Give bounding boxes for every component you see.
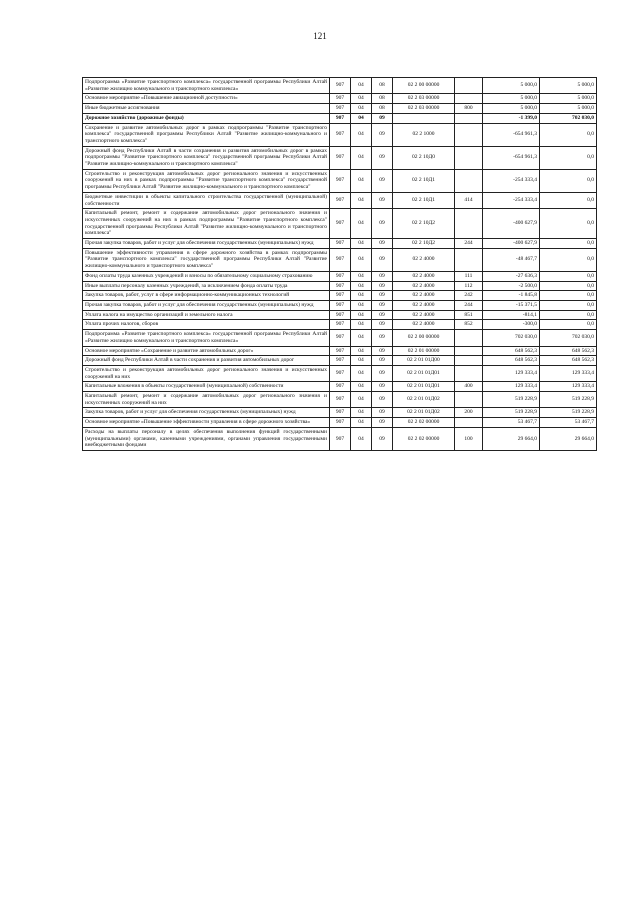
row-gr-cell: 907 [330,382,351,392]
row-gr-cell: 907 [330,271,351,281]
row-pr-cell: 09 [372,392,393,408]
row-name-cell: Капитальный ремонт, ремонт и содержание автомобильных дорог регионального значения и искусственных сооружений на них [83,392,330,408]
row-name-cell: Прочая закупка товаров, работ и услуг для обеспечения государственных (муниципальных) нужд [83,300,330,310]
row-sum1-cell: 129 333,4 [483,365,540,381]
table-row [83,94,597,104]
row-pr-cell: 09 [372,146,393,169]
row-pr-cell: 09 [372,248,393,271]
row-vr-cell: 852 [455,320,483,330]
table-row [83,300,597,310]
row-sum2-cell: 0,0 [540,271,597,281]
row-pr-cell: 08 [372,78,393,94]
row-rz-cell: 04 [351,146,372,169]
row-rz-cell: 04 [351,427,372,450]
row-sum2-cell: 53 467,7 [540,418,597,428]
row-name-cell: Дорожный фонд Республики Алтай в части сохранения и развития автомобильных дорог в рамках подпрограммы "Развитие транспортного комплекса" государственной программы Республики Алтай "Развитие жилищно-коммунального и транспортного комплекса" [83,146,330,169]
row-pr-cell: 09 [372,281,393,291]
row-sum2-cell: 5 000,0 [540,78,597,94]
row-sum1-cell: -15 371,5 [483,300,540,310]
row-gr-cell: 907 [330,346,351,356]
row-sum2-cell: 0,0 [540,300,597,310]
row-sum1-cell: 5 000,0 [483,94,540,104]
row-vr-cell: 244 [455,300,483,310]
row-vr-cell [455,330,483,346]
table-row [83,209,597,239]
row-sum2-cell: 0,0 [540,146,597,169]
row-name-cell: Дорожное хозяйство (дорожные фонды) [83,113,330,123]
row-name-cell: Строительство и реконструкция автомобильных дорог регионального значения и искусственных сооружений на них [83,365,330,381]
row-name-cell: Расходы на выплаты персоналу в целях обеспечения выполнения функций государственными (муниципальными) органами, казенными учреждениями, органами управления государственными внебюджетными фондами [83,427,330,450]
row-pr-cell: 09 [372,427,393,450]
row-gr-cell: 907 [330,104,351,114]
row-sum1-cell: 29 664,0 [483,427,540,450]
row-vr-cell [455,113,483,123]
table-row [83,271,597,281]
row-sum1-cell: 648 562,3 [483,346,540,356]
row-vr-cell: 111 [455,271,483,281]
row-gr-cell: 907 [330,146,351,169]
table-row [83,408,597,418]
row-vr-cell [455,146,483,169]
row-csr-cell: 02 2 4000 [393,248,455,271]
row-gr-cell: 907 [330,330,351,346]
row-csr-cell: 02 2 1000 [393,123,455,146]
row-sum2-cell: 29 664,0 [540,427,597,450]
row-sum1-cell: -254 333,4 [483,169,540,192]
row-vr-cell: 851 [455,310,483,320]
row-rz-cell: 04 [351,94,372,104]
row-sum2-cell: 0,0 [540,320,597,330]
row-name-cell: Уплата прочих налогов, сборов [83,320,330,330]
table-row [83,146,597,169]
row-sum1-cell: 5 000,0 [483,104,540,114]
row-csr-cell: 02 2 03 00000 [393,104,455,114]
row-gr-cell: 907 [330,123,351,146]
row-rz-cell: 04 [351,392,372,408]
row-rz-cell: 04 [351,123,372,146]
row-gr-cell: 907 [330,291,351,301]
row-sum2-cell: 5 000,0 [540,104,597,114]
row-sum2-cell: 0,0 [540,281,597,291]
row-sum1-cell: 5 000,0 [483,78,540,94]
row-pr-cell: 09 [372,123,393,146]
row-csr-cell: 02 2 01 01Д01 [393,382,455,392]
row-csr-cell: 02 2 03 00000 [393,94,455,104]
row-pr-cell: 08 [372,94,393,104]
row-sum2-cell: 5 000,0 [540,94,597,104]
row-pr-cell: 09 [372,209,393,239]
row-gr-cell: 907 [330,209,351,239]
row-csr-cell: 02 2 01 01Д01 [393,365,455,381]
row-pr-cell: 08 [372,104,393,114]
row-vr-cell [455,248,483,271]
table-row [83,78,597,94]
row-gr-cell: 907 [330,320,351,330]
row-sum2-cell: 519 228,9 [540,408,597,418]
row-name-cell: Сохранение и развитие автомобильных дорог в рамках подпрограммы "Развитие транспортного комплекса" государственной программы Республики Алтай "Развитие жилищно-коммунального и транспортного комплекса" [83,123,330,146]
row-gr-cell: 907 [330,392,351,408]
row-sum1-cell: 648 562,3 [483,356,540,366]
row-name-cell: Дорожный фонд Республики Алтай в части сохранения и развития автомобильных дорог [83,356,330,366]
row-vr-cell: 242 [455,291,483,301]
row-name-cell: Прочая закупка товаров, работ и услуг для обеспечения государственных (муниципальных) нужд [83,239,330,249]
row-sum1-cell: -654 961,3 [483,123,540,146]
row-pr-cell: 09 [372,320,393,330]
row-sum2-cell: 702 030,0 [540,113,597,123]
row-vr-cell [455,356,483,366]
row-csr-cell: 02 2 10Д2 [393,209,455,239]
table-row [83,113,597,123]
row-name-cell: Иные бюджетные ассигнования [83,104,330,114]
row-pr-cell: 09 [372,291,393,301]
row-pr-cell: 09 [372,169,393,192]
row-rz-cell: 04 [351,330,372,346]
row-vr-cell: 400 [455,382,483,392]
row-sum2-cell: 129 333,4 [540,382,597,392]
row-sum1-cell: -300,0 [483,320,540,330]
row-csr-cell: 02 2 4000 [393,310,455,320]
row-name-cell: Капитальные вложения в объекты государственной (муниципальной) собственности [83,382,330,392]
row-name-cell: Строительство и реконструкция автомобильных дорог регионального значения и искусственных сооружений на них в рамках подпрограммы "Развитие транспортного комплекса" государственной программы Республики Алтай "Развитие жилищно-коммунального и транспортного комплекса" [83,169,330,192]
table-row [83,248,597,271]
row-rz-cell: 04 [351,346,372,356]
row-sum1-cell: -814,1 [483,310,540,320]
row-pr-cell: 09 [372,365,393,381]
row-csr-cell: 02 2 00 00000 [393,330,455,346]
row-sum2-cell: 519 228,9 [540,392,597,408]
row-rz-cell: 04 [351,310,372,320]
row-gr-cell: 907 [330,78,351,94]
table-row [83,192,597,208]
row-gr-cell: 907 [330,281,351,291]
row-vr-cell: 112 [455,281,483,291]
row-sum1-cell: -1 845,8 [483,291,540,301]
row-sum2-cell: 0,0 [540,209,597,239]
row-gr-cell: 907 [330,239,351,249]
row-name-cell: Фонд оплаты труда казенных учреждений и взносы по обязательному социальному страхованию [83,271,330,281]
row-sum1-cell: -400 627,9 [483,239,540,249]
row-name-cell: Основное мероприятие «Повышение эффективности управления в сфере дорожного хозяйства» [83,418,330,428]
table-row [83,427,597,450]
row-sum1-cell: -654 961,3 [483,146,540,169]
row-vr-cell: 200 [455,408,483,418]
row-sum1-cell: -27 636,3 [483,271,540,281]
row-rz-cell: 04 [351,356,372,366]
row-csr-cell: 02 2 00 00000 [393,78,455,94]
row-gr-cell: 907 [330,169,351,192]
table-row [83,382,597,392]
row-vr-cell [455,169,483,192]
row-name-cell: Закупка товаров, работ, услуг в сфере информационно-коммуникационных технологий [83,291,330,301]
row-csr-cell: 02 2 4000 [393,300,455,310]
page-number: 121 [313,31,327,41]
row-csr-cell [393,113,455,123]
row-sum2-cell: 0,0 [540,310,597,320]
row-csr-cell: 02 2 10Д2 [393,239,455,249]
row-csr-cell: 02 2 4000 [393,320,455,330]
row-name-cell: Закупка товаров, работ и услуг для обеспечения государственных (муниципальных) нужд [83,408,330,418]
row-name-cell: Бюджетные инвестиции в объекты капитального строительства государственной (муниципальной) собственности [83,192,330,208]
row-name-cell: Повышение эффективности управления в сфере дорожного хозяйства в рамках подпрограммы "Развитие транспортного комплекса" государственной программы Республики Алтай "Развитие жилищно-коммунального и транспортного комплекса" [83,248,330,271]
row-pr-cell: 09 [372,192,393,208]
row-vr-cell [455,365,483,381]
row-gr-cell: 907 [330,418,351,428]
row-csr-cell: 02 2 10Д0 [393,146,455,169]
row-rz-cell: 04 [351,271,372,281]
table-row [83,320,597,330]
row-rz-cell: 04 [351,281,372,291]
row-vr-cell [455,392,483,408]
row-pr-cell: 09 [372,356,393,366]
row-pr-cell: 09 [372,418,393,428]
row-sum1-cell: 53 467,7 [483,418,540,428]
row-sum1-cell: -400 627,9 [483,209,540,239]
row-sum1-cell: -2 500,0 [483,281,540,291]
row-sum1-cell: -254 333,4 [483,192,540,208]
row-rz-cell: 04 [351,248,372,271]
row-csr-cell: 02 2 02 00000 [393,418,455,428]
row-sum2-cell: 648 562,3 [540,356,597,366]
row-name-cell: Основное мероприятие «Повышение авиационной доступности» [83,94,330,104]
row-csr-cell: 02 2 10Д1 [393,169,455,192]
row-csr-cell: 02 2 4000 [393,291,455,301]
row-pr-cell: 09 [372,346,393,356]
table-row [83,291,597,301]
table-row [83,310,597,320]
row-rz-cell: 04 [351,382,372,392]
row-gr-cell: 907 [330,113,351,123]
row-pr-cell: 09 [372,271,393,281]
row-rz-cell: 04 [351,78,372,94]
row-rz-cell: 04 [351,169,372,192]
row-vr-cell: 100 [455,427,483,450]
row-name-cell: Подпрограмма «Развитие транспортного комплекса» государственной программы Республики Алтай «Развитие жилищно коммунального и транспортного комплекса» [83,78,330,94]
row-vr-cell [455,418,483,428]
row-gr-cell: 907 [330,356,351,366]
row-sum1-cell: 519 228,9 [483,392,540,408]
row-gr-cell: 907 [330,427,351,450]
table-row [83,104,597,114]
row-sum2-cell: 0,0 [540,123,597,146]
row-gr-cell: 907 [330,300,351,310]
row-sum2-cell: 0,0 [540,192,597,208]
row-sum2-cell: 0,0 [540,169,597,192]
row-vr-cell [455,94,483,104]
row-rz-cell: 04 [351,192,372,208]
row-name-cell: Иные выплаты персоналу казенных учреждений, за исключением фонда оплаты труда [83,281,330,291]
row-sum1-cell: 519 228,9 [483,408,540,418]
row-name-cell: Уплата налога на имущество организаций и земельного налога [83,310,330,320]
row-rz-cell: 04 [351,300,372,310]
row-vr-cell: 414 [455,192,483,208]
row-sum2-cell: 648 562,3 [540,346,597,356]
row-rz-cell: 04 [351,113,372,123]
row-rz-cell: 04 [351,104,372,114]
row-name-cell: Основное мероприятие «Сохранение и развитие автомобильных дорог» [83,346,330,356]
row-csr-cell: 02 2 01 01Д02 [393,392,455,408]
row-csr-cell: 02 2 10Д1 [393,192,455,208]
row-gr-cell: 907 [330,310,351,320]
row-csr-cell: 02 2 01 00000 [393,346,455,356]
row-pr-cell: 09 [372,239,393,249]
row-vr-cell [455,78,483,94]
table-row [83,392,597,408]
table-row [83,418,597,428]
row-gr-cell: 907 [330,192,351,208]
row-sum1-cell: 702 030,0 [483,330,540,346]
table-row [83,346,597,356]
row-sum1-cell: -1 399,0 [483,113,540,123]
row-gr-cell: 907 [330,94,351,104]
row-sum2-cell: 0,0 [540,239,597,249]
row-sum2-cell: 129 333,4 [540,365,597,381]
table-body [83,78,597,451]
row-rz-cell: 04 [351,209,372,239]
row-rz-cell: 04 [351,365,372,381]
row-rz-cell: 04 [351,408,372,418]
table-row [83,169,597,192]
table-row [83,356,597,366]
row-rz-cell: 04 [351,291,372,301]
row-vr-cell: 800 [455,104,483,114]
row-name-cell: Подпрограмма «Развитие транспортного комплекса» государственной программы Республики Алтай «Развитие жилищно коммунального и транспортного комплекса» [83,330,330,346]
row-pr-cell: 09 [372,300,393,310]
row-gr-cell: 907 [330,248,351,271]
row-rz-cell: 04 [351,320,372,330]
row-pr-cell: 09 [372,408,393,418]
row-name-cell: Капитальный ремонт, ремонт и содержание автомобильных дорог регионального значения и искусственных сооружений на них в рамках подпрограммы "Развитие транспортного комплекса" государственной программы Республики Алтай "Развитие жилищно-коммунального и транспортного комплекса" [83,209,330,239]
row-gr-cell: 907 [330,365,351,381]
row-vr-cell: 244 [455,239,483,249]
row-vr-cell [455,123,483,146]
row-csr-cell: 02 2 01 01Д02 [393,408,455,418]
row-gr-cell: 907 [330,408,351,418]
row-vr-cell [455,209,483,239]
row-sum1-cell: -48 467,7 [483,248,540,271]
row-csr-cell: 02 2 4000 [393,271,455,281]
table-row [83,330,597,346]
row-csr-cell: 02 2 02 00000 [393,427,455,450]
row-sum2-cell: 0,0 [540,291,597,301]
row-sum1-cell: 129 333,4 [483,382,540,392]
row-pr-cell: 09 [372,330,393,346]
row-vr-cell [455,346,483,356]
row-rz-cell: 04 [351,418,372,428]
row-csr-cell: 02 2 01 01Д00 [393,356,455,366]
row-rz-cell: 04 [351,239,372,249]
row-csr-cell: 02 2 4000 [393,281,455,291]
row-pr-cell: 09 [372,382,393,392]
row-pr-cell: 09 [372,310,393,320]
table-row [83,365,597,381]
table-row [83,281,597,291]
table-row [83,123,597,146]
row-sum2-cell: 702 030,0 [540,330,597,346]
row-sum2-cell: 0,0 [540,248,597,271]
row-pr-cell: 09 [372,113,393,123]
table-row [83,239,597,249]
budget-table [82,77,597,451]
